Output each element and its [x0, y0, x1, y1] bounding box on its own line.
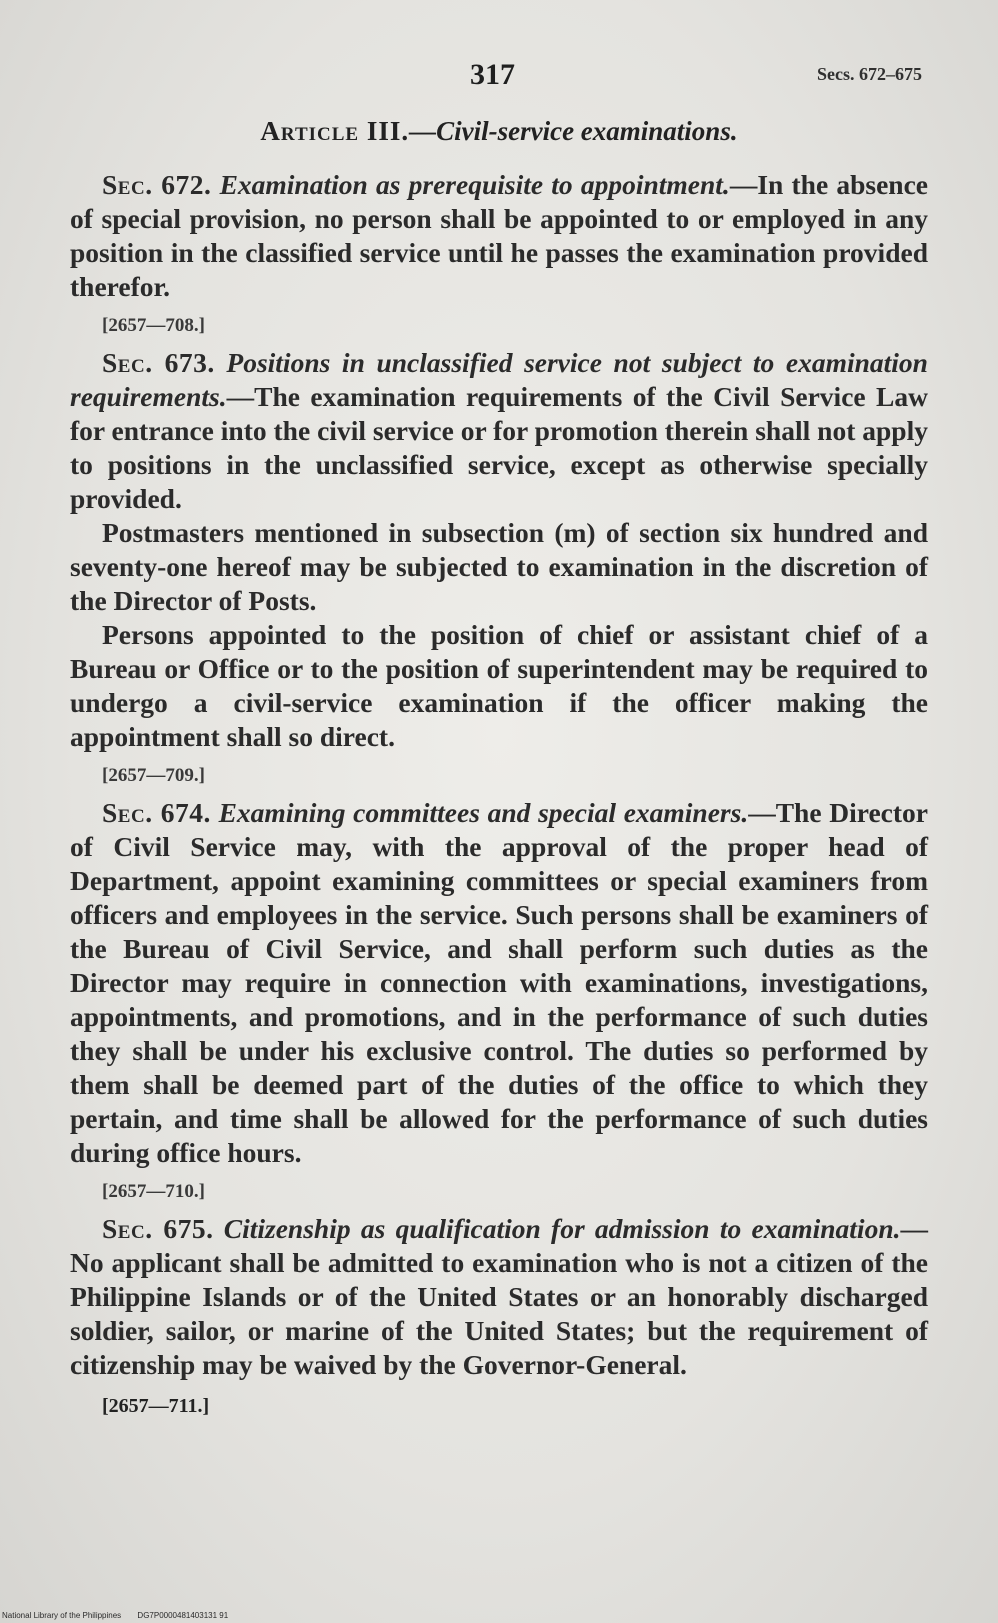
- section-title: Citizenship as qualification for admission to examination.: [223, 1213, 901, 1244]
- page-number: 317: [470, 58, 515, 91]
- section-675-paragraph-1: Sec. 675. Citizenship as qualification for admission to examination.—No applicant shall be admitted to examination who is not a citizen of the Philippine Islands or of the United States or an honorably discharged soldier, sailor, or marine of the United States; but the requirement of citizenship may be waived by the Governor-General.: [70, 1213, 928, 1380]
- scan-footer: [2, 1611, 228, 1620]
- section-673-paragraph-2: Postmasters mentioned in subsection (m) of section six hundred and seventy-one hereof may be subjected to examination in the discretion of the Director of Posts.: [70, 517, 928, 616]
- section-label: Sec. 675.: [102, 1213, 214, 1244]
- section-674-citation: [2657—710.]: [102, 1181, 205, 1202]
- footer-library: National Library of the Philippines: [2, 1611, 122, 1620]
- section-text: The examination requirements of the Civil Service Law for entrance into the civil service or for promotion therein shall not apply to positions in the unclassified service, except as otherwise specially provided.: [70, 381, 928, 514]
- article-heading: [0, 116, 998, 147]
- section-title: Positions in unclassified service not subject to examination requirements.: [70, 347, 928, 412]
- section-label: Sec. 672.: [102, 169, 212, 200]
- section-title: Examining committees and special examiners.: [218, 797, 749, 828]
- article-title: —Civil-service examinations.: [409, 116, 738, 146]
- section-text: No applicant shall be admitted to examination who is not a citizen of the Philippine Islands or of the United States or an honorably discharged soldier, sailor, or marine of the United States; but the requirement of citizenship may be waived by the Governor-General.: [70, 1247, 928, 1380]
- section-label: Sec. 674.: [102, 797, 211, 828]
- section-674-paragraph-1: Sec. 674. Examining committees and special examiners.—The Director of Civil Service may, with the approval of the proper head of Department, appoint examining committees or special examiners from officers and employees in the service. Such persons shall be examiners of the Bureau of Civil Service, and shall perform such duties as the Director may require in connection with examinations, investigations, appointments, and promotions, and in the performance of such duties they shall be under his exclusive control. The duties so performed by them shall be deemed part of the duties of the office to which they pertain, and time shall be allowed for the performance of such duties during office hours.: [70, 797, 928, 1168]
- section-672-paragraph-1: Sec. 672. Examination as prerequisite to appointment.—In the absence of special provision, no person shall be appointed to or employed in any position in the classified service until he passes the examination provided therefor.: [70, 169, 928, 302]
- section-text: The Director of Civil Service may, with the approval of the proper head of Department, appoint examining committees or special examiners from officers and employees in the service. Such persons shall be examiners of the Bureau of Civil Service, and shall perform such duties as the Director may require in connection with examinations, investigations, appointments, and promotions, and in the performance of such duties they shall be under his exclusive control. The duties so performed by them shall be deemed part of the duties of the office to which they pertain, and time shall be allowed for the performance of such duties during office hours.: [70, 797, 928, 1168]
- section-673-citation: [2657—709.]: [102, 765, 205, 786]
- running-head: Secs. 672–675: [817, 64, 922, 84]
- article-label: Article III.: [260, 116, 410, 146]
- section-673-paragraph-3: Persons appointed to the position of chief or assistant chief of a Bureau or Office or to the position of superintendent may be required to undergo a civil-service examination if the officer making the appointment shall so direct.: [70, 619, 928, 752]
- body-text: [70, 168, 928, 1426]
- section-title: Examination as prerequisite to appointment.: [219, 169, 730, 200]
- footer-identifier: DG7P0000481403131 91: [137, 1611, 229, 1620]
- section-text: In the absence of special provision, no person shall be appointed to or employed in any position in the classified service until he passes the examination provided therefor.: [70, 169, 928, 302]
- section-673-paragraph-1: Sec. 673. Positions in unclassified service not subject to examination requirements.—The examination requirements of the Civil Service Law for entrance into the civil service or for promotion therein shall not apply to positions in the unclassified service, except as otherwise specially provided.: [70, 347, 928, 514]
- section-label: Sec. 673.: [102, 347, 215, 378]
- section-675-citation: [2657—711.]: [102, 1395, 210, 1417]
- section-672-citation: [2657—708.]: [102, 315, 205, 336]
